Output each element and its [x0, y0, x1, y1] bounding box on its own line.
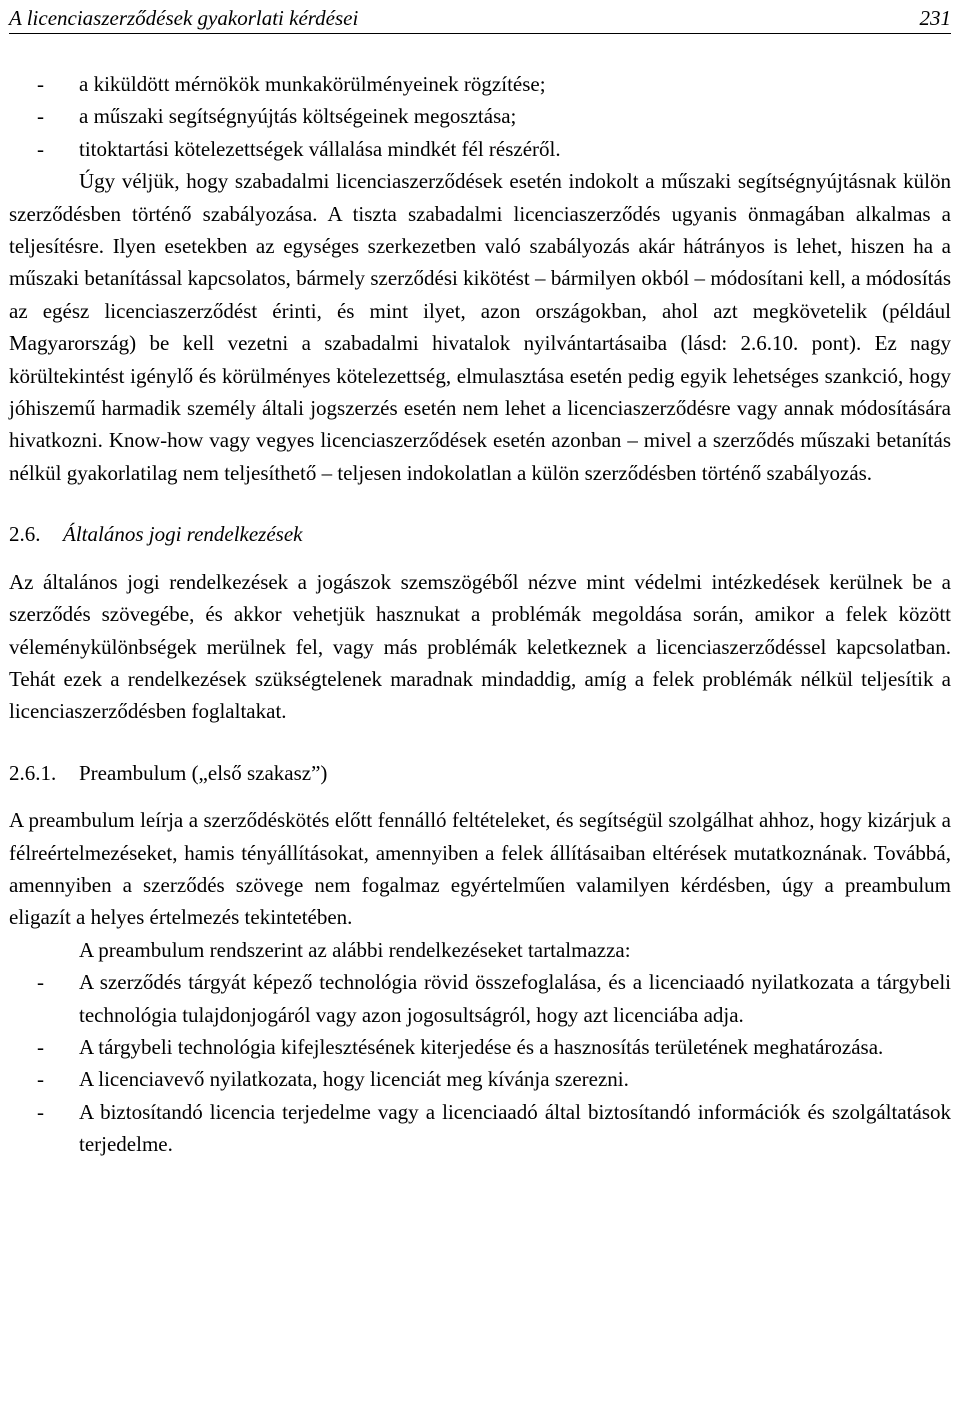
list-item: - A tárgybeli technológia kifejlesztésének kiterjedése és a hasznosítás területének meghatározása. [9, 1031, 951, 1063]
list-item: - a kiküldött mérnökök munkakörülményeinek rögzítése; [9, 68, 951, 100]
list-item: - a műszaki segítségnyújtás költségeinek megosztása; [9, 100, 951, 132]
paragraph-technical-assistance: Úgy véljük, hogy szabadalmi licenciaszerződések esetén indokolt a műszaki segítségnyújtásnak külön szerződésben történő szabályozása. A tiszta szabadalmi licenciaszerződés ugyanis önmagában alkalmas a teljesítésre. Ilyen esetekben az egységes szerkezetben való szabályozás akár hátrányos is lehet, hiszen ha a műszaki betanítással kapcsolatos, bármely szerződési kikötést – bármilyen okból – módosítani kell, a módosítás az egész licenciaszerződést érinti, és mint ilyet, azon országokban, ahol azt megkövetelik (például Magyarország) be kell vezetni a szabadalmi hivatalok nyilvántartásaiba (lásd: 2.6.10. pont). Ez nagy körültekintést igénylő és körülményes kötelezettség, elmulasztása esetén pedig egyik lehetséges szankció, hogy jóhiszemű harmadik személy általi jogszerzés esetén nem lehet a licenciaszerződésre vagy annak módosítására hivatkozni. Know-how vagy vegyes licenciaszerződések esetén azonban – mivel a szerződés műszaki betanítás nélkül gyakorlatilag nem teljesíthető – teljesen indokolatlan a külön szerződésben történő szabályozás. [9, 169, 951, 485]
subsection-title: Preambulum („első szakasz”) [79, 760, 328, 785]
list-item: - titoktartási kötelezettségek vállalása mindkét fél részéről. [9, 133, 951, 165]
subsection-number: 2.6.1. [9, 760, 57, 785]
section-heading-2-6 [9, 518, 951, 550]
page-number: 231 [919, 6, 951, 30]
header-title: A licenciaszerződések gyakorlati kérdései [9, 6, 359, 30]
section-heading-2-6-1 [9, 757, 951, 789]
page-content [9, 34, 951, 1161]
document-page [9, 0, 951, 1161]
bottom-dash-list [9, 966, 951, 1160]
paragraph-general-provisions: Az általános jogi rendelkezések a jogászok szemszögéből nézve mint védelmi intézkedések kerülnek be a szerződés szövegébe, és akkor vehetjük hasznukat a problémák megoldása során, amikor a felek között véleménykülönbségek merülnek fel, vagy más problémák keletkeznek a licenciaszerződéssel kapcsolatban. Tehát ezek a rendelkezések szükségtelenek maradnak mindaddig, amíg a felek problémák nélkül teljesítik a licenciaszerződésben foglaltakat. [9, 569, 951, 724]
list-item: - A licenciavevő nyilatkozata, hogy licenciát meg kívánja szerezni. [9, 1063, 951, 1095]
section-title: Általános jogi rendelkezések [63, 522, 303, 547]
paragraph-preamble: A preambulum leírja a szerződéskötés előtt fennálló feltételeket, és segítségül szolgálhat ahhoz, hogy kizárjuk a félreértelmezéseket, hamis tényállításokat, amennyiben a felek állításaiban eltérések mutatkoznának. Továbbá, amennyiben a szerződés szövege nem fogalmaz egyértelműen valamilyen kérdésben, úgy a preambulum eligazít a helyes értelmezés tekintetében. [9, 808, 951, 930]
section-number: 2.6. [9, 522, 41, 547]
top-dash-list [9, 68, 951, 165]
running-header [9, 0, 951, 34]
list-item: - A biztosítandó licencia terjedelme vagy a licenciaadó által biztosítandó információk és szolgáltatások terjedelme. [9, 1096, 951, 1161]
paragraph-preamble-contents: A preambulum rendszerint az alábbi rendelkezéseket tartalmazza: [79, 937, 631, 962]
list-item: - A szerződés tárgyát képező technológia rövid összefoglalása, és a licenciaadó nyilatkozata a tárgybeli technológia tulajdonjogáról vagy azon jogosultságról, hogy azt licenciába adja. [9, 966, 951, 1031]
